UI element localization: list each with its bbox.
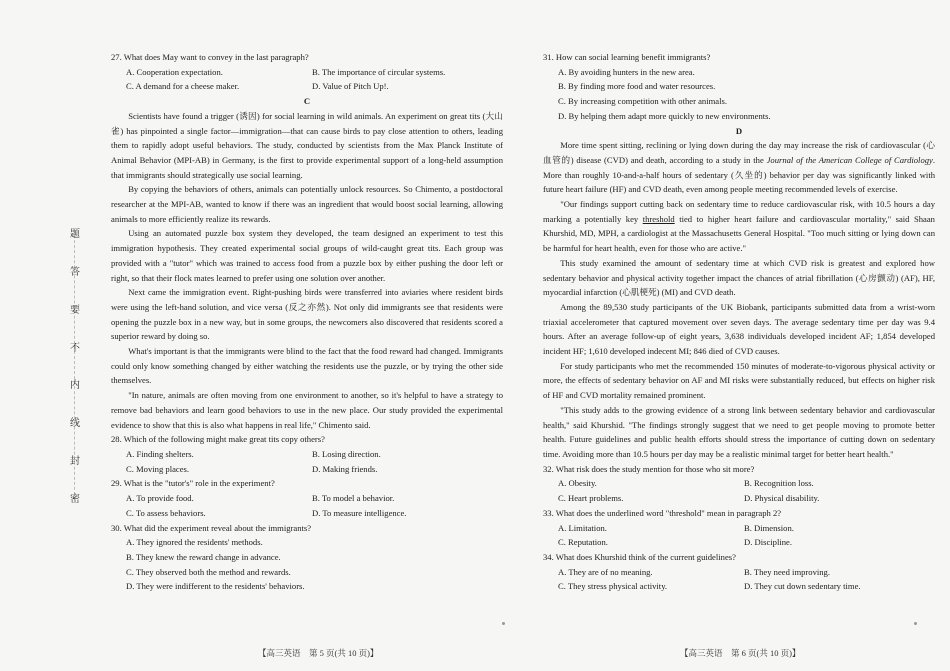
journal-title: Journal of the American College of Cardiology (766, 154, 933, 165)
question-30 (111, 521, 503, 595)
paragraph (543, 197, 935, 256)
text-run: "Our findings support cutting back on sedentary time to reduce cardiovascular risk, with 10.5 hours a day marking a potentially key (543, 199, 935, 224)
question-27 (111, 50, 503, 94)
option-a: A. Limitation. (558, 522, 607, 533)
passage-heading: D (735, 125, 743, 136)
answer-options (111, 535, 503, 594)
question-stem: 34. What does Khurshid think of the current guidelines? (543, 551, 736, 562)
seal-char: 题 (70, 229, 80, 240)
question-stem: 29. What is the "tutor's" role in the experiment? (111, 478, 275, 489)
seal-char: 不 (70, 342, 80, 354)
option-a: A. Finding shelters. (126, 448, 194, 459)
option-b: B. They need improving. (744, 566, 831, 577)
question-28 (111, 432, 503, 476)
option-a: A. They are of no meaning. (558, 566, 653, 577)
page-footer-right: 【高三英语 第 6 页(共 10 页)】 (680, 648, 801, 658)
option-a: A. They ignored the residents' methods. (126, 537, 263, 548)
seal-char: 要 (70, 304, 80, 316)
seal-char: 封 (70, 456, 80, 468)
question-31 (543, 50, 935, 124)
question-stem: 27. What does May want to convey in the last paragraph? (111, 52, 309, 62)
paragraph: "This study adds to the growing evidence of a strong link between sedentary behavior and cardiovascular health," said Khurshid. "The findings strongly suggest that we need to get people moving to promote better health. Future guidelines and public health efforts should stress the importance of cutting down on sedentary time. Avoiding more than 10.5 hours per day may be a realistic minimal target for better heart health." (543, 404, 935, 459)
seal-warning (60, 225, 90, 505)
option-d: D. They were indifferent to the residents' behaviors. (126, 581, 305, 592)
option-c: C. They stress physical activity. (558, 581, 668, 592)
answer-options (543, 565, 935, 594)
question-stem: 32. What risk does the study mention for those who sit more? (543, 463, 755, 474)
left-column (111, 50, 503, 594)
option-c: C. A demand for a cheese maker. (126, 81, 240, 92)
option-d: D. Discipline. (744, 537, 792, 548)
question-stem: 30. What did the experiment reveal about the immigrants? (111, 522, 312, 533)
option-b: B. Recognition loss. (744, 478, 814, 489)
option-b: B. To model a behavior. (312, 493, 395, 504)
seal-char: 内 (70, 380, 80, 392)
paragraph: Among the 89,530 study participants of the UK Biobank, participants submitted data from a wrist-worn triaxial accelerometer that captured movement over seven days. The average sedentary time per day was 9.4 hours. After an average follow-up of eight years, 3,638 individuals developed incident AF; 1,854 developed incident HF; 1,610 developed indecent MI; 846 died of CVD causes. (543, 301, 935, 357)
answer-options (543, 521, 935, 550)
option-d: D. To measure intelligence. (312, 507, 407, 518)
option-c: C. Reputation. (558, 537, 608, 548)
page-footer-left: 【高三英语 第 5 页(共 10 页)】 (258, 648, 379, 658)
scan-speck (914, 622, 917, 625)
option-d: D. They cut down sedentary time. (744, 581, 861, 592)
option-d: D. By helping them adapt more quickly to new environments. (558, 110, 771, 121)
question-stem: 28. Which of the following might make great tits copy others? (111, 434, 325, 445)
option-d: D. Value of Pitch Up!. (312, 81, 389, 92)
option-b: B. By finding more food and water resources. (558, 81, 716, 92)
paragraph (543, 138, 935, 197)
answer-options (111, 447, 503, 476)
seal-char: 答 (70, 266, 80, 278)
question-33 (543, 506, 935, 550)
answer-options (111, 491, 503, 520)
option-a: A. To provide food. (126, 493, 194, 504)
paragraph: Using an automated puzzle box system they developed, the team designed an experiment to test this immigration hypothesis. They created experimental social groups of wild-caught great tits. Each group was provided with a "tutor" which was trained to access food from a puzzle box by either pushing the door left or right, so that their flock mates learned to prefer using one solution over another. (111, 228, 503, 283)
binding-margin (0, 0, 100, 671)
text-run: tied to higher heart failure and cardiovascular mortality," said Shaan Khurshid, MD, MPH, a cardiologist at the Massachusetts General Hospital. "Too much sitting or lying down can be harmful for heart health, even for those who are active." (543, 213, 935, 254)
passage-heading: C (303, 96, 311, 107)
answer-options (111, 65, 503, 94)
right-column (543, 50, 935, 594)
paragraph: Scientists have found a trigger (诱因) for social learning in wild animals. An experiment on great tits (大山雀) has pinpointed a single factor—immigration—that can cause birds to pay close attention to others, leading them to rapidly adopt useful behaviors. The study, conducted by scientists from the Max Planck Institute of Animal Behavior (MPI-AB) in Germany, is the first to provide experimental support of a long-held assumption that immigrants should strategically use social learning. (111, 110, 503, 180)
question-stem: 33. What does the underlined word "threshold" mean in paragraph 2? (543, 507, 782, 518)
option-c: C. Heart problems. (558, 493, 624, 504)
question-34 (543, 550, 935, 594)
seal-char: 线 (70, 418, 80, 430)
option-c: C. To assess behaviors. (126, 507, 206, 518)
text-run: More time spent sitting, reclining or lying down during the day may increase the risk of cardiovascular (心血管的) disease (CVD) and death, according to a study in the (543, 140, 935, 165)
paragraph: For study participants who met the recommended 150 minutes of moderate-to-vigorous physical activity or more, the effects of sedentary behavior on AF and MI risks were substantially reduced, but effects on higher risk of HF and CVD mortality remained prominent. (543, 360, 935, 401)
underlined-word: threshold (642, 213, 675, 224)
option-b: B. The importance of circular systems. (312, 66, 446, 77)
option-c: C. Moving places. (126, 463, 190, 474)
option-b: B. Losing direction. (312, 448, 381, 459)
question-stem: 31. How can social learning benefit immigrants? (543, 52, 711, 62)
answer-options (543, 476, 935, 505)
scan-speck (502, 622, 505, 625)
paragraph: By copying the behaviors of others, animals can potentially unlock resources. So Chimento, a postdoctoral researcher at the MPI-AB, wanted to know if there was an ingredient that would boost social learning, allowing animals to more efficiently realize its rewards. (111, 184, 503, 224)
text-run: . More than roughly 10-and-a-half hours of sedentary (久坐的) behavior per day was significantly linked with future heart failure (HF) and CVD death, even among people meeting recommended levels of exercise. (543, 154, 936, 195)
option-a: A. Obesity. (558, 478, 597, 489)
answer-options (543, 65, 935, 124)
paragraph: What's important is that the immigrants were blind to the fact that the food reward had changed. Immigrants could only know something changed by either watching the residents use the puzzle, or by trying the other side themselves. (111, 346, 503, 386)
option-c: C. They observed both the method and rewards. (126, 566, 291, 577)
option-a: A. Cooperation expectation. (126, 66, 223, 77)
question-29 (111, 476, 503, 520)
option-b: B. Dimension. (744, 522, 794, 533)
question-32 (543, 462, 935, 506)
paragraph: This study examined the amount of sedentary time at which CVD risk is greatest and explored how sedentary behavior and physical activity together impact the chances of atrial fibrillation (心房颤动) (AF), HF, myocardial infarction (心肌梗死) (MI) and CVD death. (543, 257, 935, 298)
paragraph: Next came the immigration event. Right-pushing birds were transferred into aviaries where resident birds were using the left-hand solution, and vice versa (反之亦然). Not only did immigrants see that residents were opening the puzzle box in a new way, but in some groups, the newcomers also discovered that residents scored a superior reward by doing so. (111, 287, 503, 342)
seal-char: 密 (70, 493, 80, 505)
option-d: D. Physical disability. (744, 493, 820, 504)
option-d: D. Making friends. (312, 463, 378, 474)
option-a: A. By avoiding hunters in the new area. (558, 66, 695, 77)
paragraph: "In nature, animals are often moving from one environment to another, so it's helpful to have a strategy to remove bad behaviors and learn good behaviors to use in the new place. Our study provided the experimental evidence to show that this is also what happens in real life," Chimento said. (111, 390, 503, 430)
option-b: B. They knew the reward change in advance. (126, 551, 281, 562)
option-c: C. By increasing competition with other animals. (558, 96, 727, 107)
